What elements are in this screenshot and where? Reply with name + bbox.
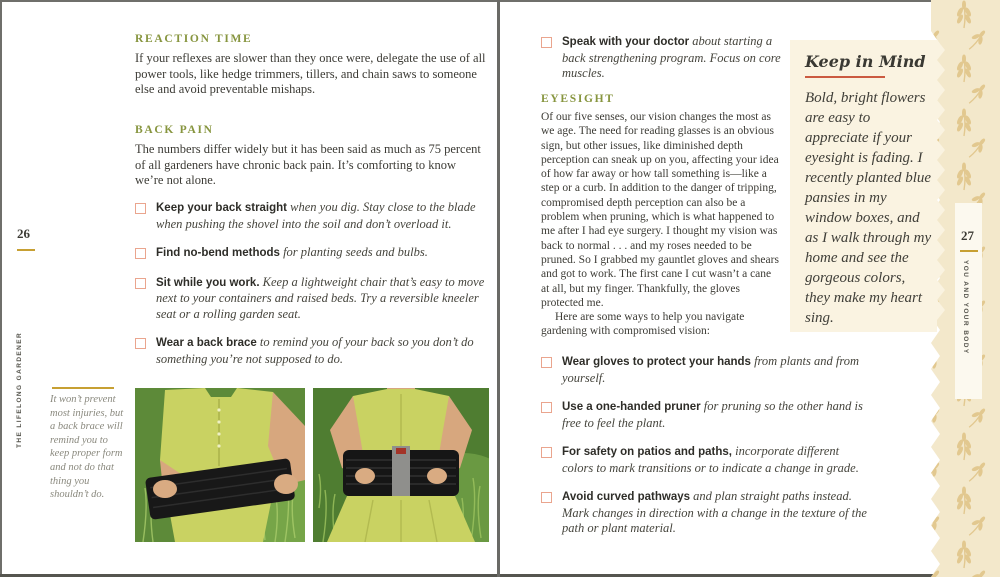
checklist-item-rest: when you dig. Stay close to the blade when pushing the shovel into the soil and don’t overload it. bbox=[156, 200, 476, 231]
checklist-item bbox=[135, 245, 487, 262]
spine-title-left: THE LIFELONG GARDENER bbox=[16, 331, 23, 448]
eyesight-paragraph-2: Here are some ways to help you navigate gardening with compromised vision: bbox=[541, 311, 745, 338]
checklist-item-rest: and plan straight paths instead. Mark changes in direction with a change in the texture of the path or plant material. bbox=[562, 489, 867, 535]
back-pain-checklist bbox=[135, 200, 487, 380]
photo-front-view-back-brace bbox=[135, 388, 305, 542]
sidebar-title: Keep in Mind bbox=[805, 52, 926, 71]
carryover-checklist bbox=[541, 34, 791, 95]
frame-top-border bbox=[0, 0, 1000, 2]
sidebar-title-underline bbox=[805, 76, 885, 78]
page-number-left: 26 bbox=[17, 226, 30, 241]
photo-caption: It won’t prevent most injuries, but a back brace will remind you to keep proper form and not do that thing you shouldn’t do. bbox=[50, 394, 124, 501]
checkbox-icon bbox=[541, 357, 552, 368]
eyesight-paragraph-1: Of our five senses, our vision changes the most as we age. The need for reading glasses is an obvious sign, but other issues, like diminished depth perception can sneak up on you, affecting your idea of how far away or how tall something is—like a step or a curb. In addition to the danger of tripping, compromised depth perception can also be a problem when pruning, which is what happened to me after I had eye surgery. I thought my vision was back to normal . . . and my roses needed to be pruned. So I grabbed my gauntlet gloves and shears and got to work. The first cane I cut wasn’t a cane at all, but my finger. Thankfully, the gloves protected me. bbox=[541, 111, 779, 309]
eyesight-checklist bbox=[541, 354, 871, 550]
photo-back-view-back-brace bbox=[313, 388, 489, 542]
page-gutter-divider bbox=[497, 0, 500, 577]
checkbox-icon bbox=[135, 203, 146, 214]
checkbox-icon bbox=[541, 447, 552, 458]
left-hand bbox=[153, 480, 177, 498]
eyesight-paragraph bbox=[541, 110, 781, 339]
spine-title-right: YOU AND YOUR BODY bbox=[962, 260, 969, 355]
section-heading-back-pain: BACK PAIN bbox=[135, 124, 214, 136]
right-hand bbox=[427, 468, 447, 484]
page-number-rule-right bbox=[960, 250, 978, 252]
checkbox-icon bbox=[135, 278, 146, 289]
checklist-item bbox=[135, 335, 487, 367]
checklist-item-lead: Wear gloves to protect your hands bbox=[562, 356, 751, 368]
checklist-item-rest: incorporate different colors to mark transitions or to indicate a change in grade. bbox=[562, 444, 859, 475]
page-number-rule-left bbox=[17, 249, 35, 251]
checklist-item-lead: Use a one-handed pruner bbox=[562, 401, 701, 413]
checklist-item bbox=[541, 444, 871, 476]
section-body-back-pain: The numbers differ widely but it has been said as much as 75 percent of all gardeners have chronic back pain. It’s comforting to know we’re not alone. bbox=[135, 142, 481, 187]
checkbox-icon bbox=[541, 37, 552, 48]
checklist-item-lead: For safety on patios and paths, bbox=[562, 446, 732, 458]
checklist-item-lead: Speak with your doctor bbox=[562, 36, 690, 48]
checklist-item-rest: from plants and from yourself. bbox=[562, 354, 860, 385]
checklist-item bbox=[135, 275, 487, 323]
checklist-item-rest: Keep a lightweight chair that’s easy to move next to your containers and raised beds. Try a reversible kneeler seat or a rolling garden seat. bbox=[156, 274, 485, 321]
section-heading-eyesight: EYESIGHT bbox=[541, 93, 615, 105]
frame-left-border bbox=[0, 0, 2, 577]
checklist-item bbox=[541, 34, 791, 82]
checklist-item-rest: for pruning so the other hand is free to feel the plant. bbox=[562, 399, 863, 430]
checklist-item-rest: for planting seeds and bulbs. bbox=[279, 245, 428, 259]
checklist-item-rest: about starting a back strengthening program. Focus on core muscles. bbox=[562, 34, 781, 80]
keep-in-mind-sidebar bbox=[790, 40, 948, 332]
checkbox-icon bbox=[135, 248, 146, 259]
checkbox-icon bbox=[135, 338, 146, 349]
checklist-item-lead: Find no-bend methods bbox=[156, 247, 280, 259]
checklist-item bbox=[135, 200, 487, 232]
sidebar-body: Bold, bright flowers are easy to appreciate if your eyesight is fading. I recently planted blue pansies in my window boxes, and as I walk through my home and see the gorgeous colors, they make my heart sing. bbox=[805, 90, 932, 326]
checklist-item-rest: to remind you of your back so you don’t do something you’re not supposed to do. bbox=[156, 335, 474, 366]
checklist-item bbox=[541, 489, 871, 537]
checklist-item-lead: Wear a back brace bbox=[156, 337, 257, 349]
section-heading-reaction-time: REACTION TIME bbox=[135, 33, 253, 45]
left-hand bbox=[355, 468, 375, 484]
caption-rule bbox=[52, 387, 114, 389]
checklist-item bbox=[541, 354, 871, 386]
checklist-item-lead: Keep your back straight bbox=[156, 202, 288, 214]
checklist-item-lead: Sit while you work. bbox=[156, 276, 260, 289]
page-number-right: 27 bbox=[961, 228, 974, 243]
section-body-reaction-time: If your reflexes are slower than they once were, delegate the use of all power tools, like hedge trimmers, tillers, and chain saws to someone else and avoid preventable mishaps. bbox=[135, 51, 486, 96]
checkbox-icon bbox=[541, 402, 552, 413]
brace-label bbox=[396, 448, 406, 454]
checklist-item-lead: Avoid curved pathways bbox=[562, 491, 691, 503]
checklist-item bbox=[541, 399, 871, 431]
right-hand bbox=[274, 474, 298, 494]
checkbox-icon bbox=[541, 492, 552, 503]
